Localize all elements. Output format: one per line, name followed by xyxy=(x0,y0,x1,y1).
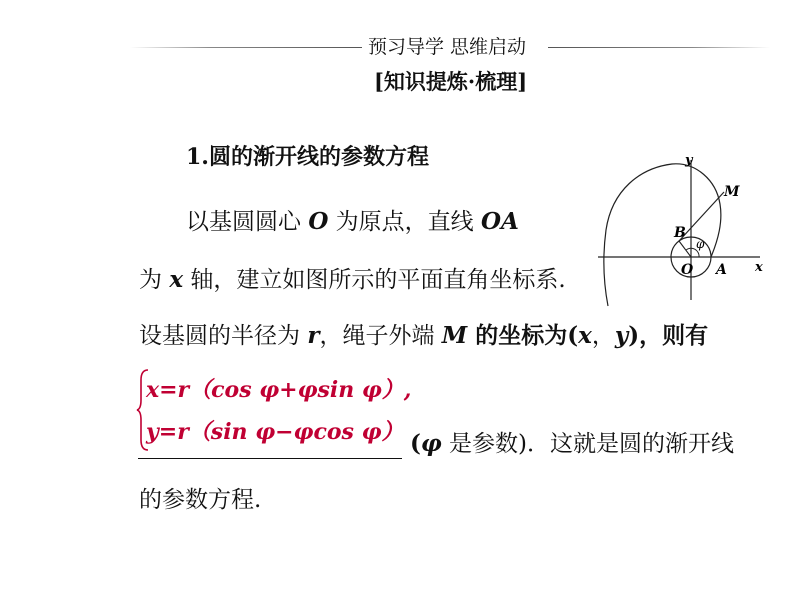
label-m: M xyxy=(724,184,740,200)
line-oa-symbol: OA xyxy=(480,208,519,235)
formula-line-x: x=r（cos φ+φsin φ）, xyxy=(146,377,412,403)
label-x: x xyxy=(755,260,763,275)
paragraph-line-3: 设基圆的半径为 r，绳子外端 M 的坐标为(x，y)，则有 xyxy=(139,322,709,349)
formula-line-y: y=r（sin φ−φcos φ） xyxy=(146,419,404,445)
radius-ob xyxy=(679,241,691,257)
topic-heading: 1.圆的渐开线的参数方程 xyxy=(186,144,429,170)
paragraph-line-5: 的参数方程. xyxy=(139,487,262,513)
origin-symbol: O xyxy=(308,208,329,235)
label-y: y xyxy=(685,153,693,168)
involute-curve xyxy=(604,164,721,306)
label-a: A xyxy=(716,262,727,278)
answer-blank xyxy=(138,458,402,459)
label-o: O xyxy=(681,262,694,278)
label-b: B xyxy=(674,225,686,241)
paragraph-line-1: 以基圆圆心 O 为原点，直线 OA xyxy=(186,208,519,235)
x-symbol: x xyxy=(169,266,184,293)
section-subtitle: [知识提炼·梳理] xyxy=(374,69,528,94)
involute-figure xyxy=(590,150,770,310)
paragraph-line-4: (φ 是参数)．这就是圆的渐开线 xyxy=(410,430,734,457)
label-phi: φ xyxy=(696,237,705,251)
header-rule-right xyxy=(548,47,770,48)
header-rule-left xyxy=(130,47,362,48)
section-title: 预习导学 思维启动 xyxy=(368,36,527,58)
paragraph-line-2: 为 x 轴，建立如图所示的平面直角坐标系. xyxy=(139,266,566,293)
